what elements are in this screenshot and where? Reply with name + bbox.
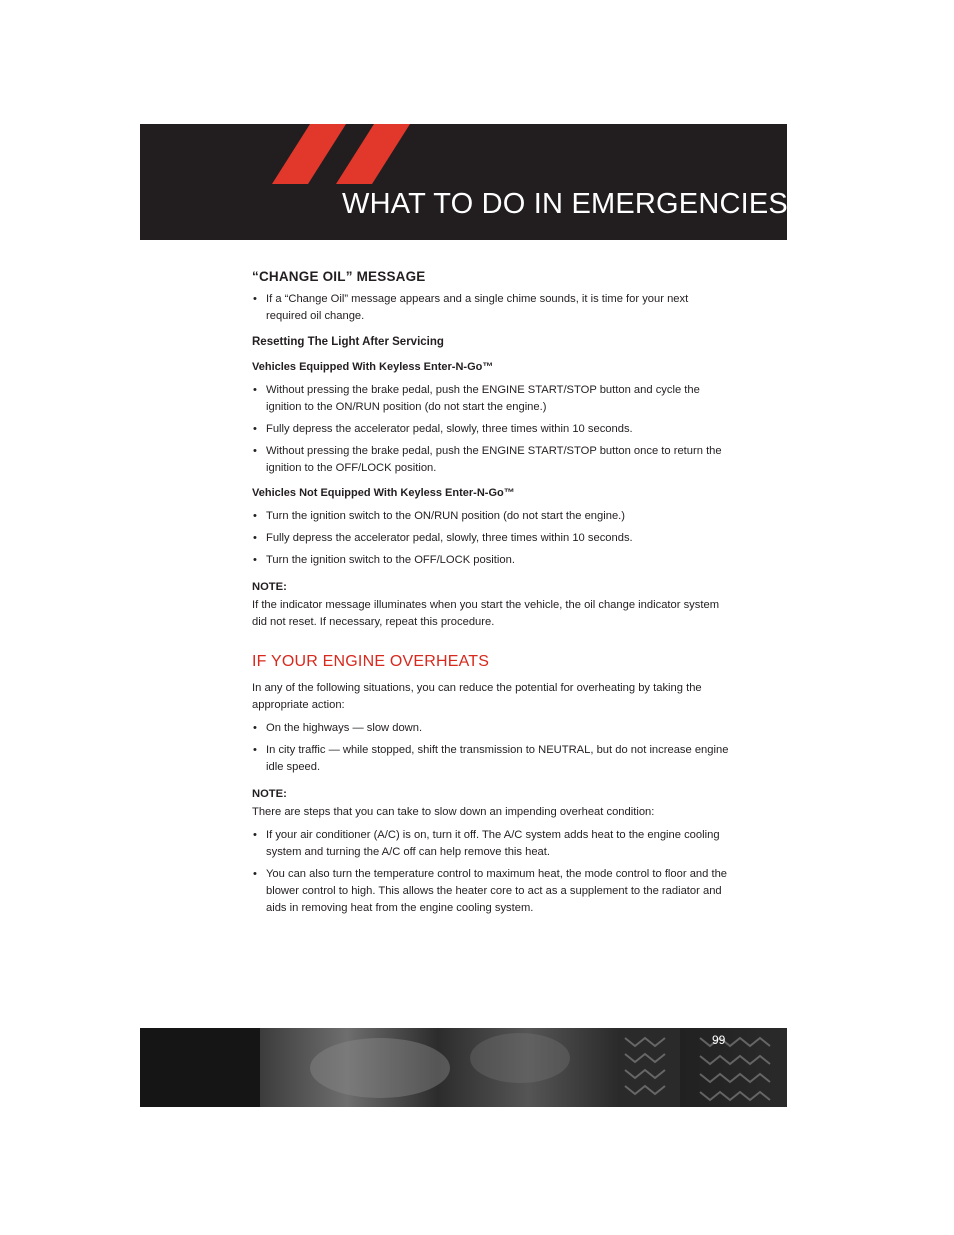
bullet-icon: • [253,384,257,396]
keyless-steps-list [252,382,730,477]
overheat-actions-list [252,720,730,776]
overheat-intro: In any of the following situations, you can reduce the potential for overheating by taking the appropriate action: [252,682,702,711]
note-label: NOTE: [252,581,287,593]
bullet-icon: • [253,445,257,457]
bullet-icon: • [253,722,257,734]
list-item: • Fully depress the accelerator pedal, slowly, three times within 10 seconds. [252,530,730,547]
list-item: • In city traffic — while stopped, shift the transmission to NEUTRAL, but do not increase engine idle speed. [253,744,729,773]
bullet-icon: • [253,423,257,435]
bullet-icon: • [253,510,257,522]
list-item: • If your air conditioner (A/C) is on, turn it off. The A/C system adds heat to the engine cooling system and turning the A/C off can help remove this heat. [253,829,720,858]
reset-heading: Resetting The Light After Servicing [252,336,444,348]
bullet-icon: • [253,829,257,841]
page-number: 99 [712,1033,726,1047]
keyless-heading: Vehicles Equipped With Keyless Enter-N-Go™ [252,361,494,373]
note-text: There are steps that you can take to slow down an impending overheat condition: [252,806,655,818]
list-item: • On the highways — slow down. [252,720,730,737]
header-band [140,124,787,240]
note-label: NOTE: [252,788,287,800]
list-item: • Turn the ignition switch to the ON/RUN position (do not start the engine.) [252,508,730,525]
nonkeyless-heading: Vehicles Not Equipped With Keyless Enter-N-Go™ [252,487,515,499]
list-item: • Without pressing the brake pedal, push the ENGINE START/STOP button once to return the ignition to the OFF/LOCK position. [253,445,722,474]
overheat-steps-list [252,827,730,917]
note-text: If the indicator message illuminates when you start the vehicle, the oil change indicator system did not reset. If necessary, repeat this procedure. [252,599,720,628]
bullet-icon: • [253,532,257,544]
bullet-icon: • [253,293,257,305]
bullet-icon: • [253,744,257,756]
bullet-icon: • [253,868,257,880]
change-oil-heading: “CHANGE OIL” MESSAGE [252,269,426,284]
nonkeyless-steps-list [252,508,730,569]
list-item: • If a “Change Oil” message appears and a single chime sounds, it is time for your next required oil change. [253,293,689,322]
list-item: • Turn the ignition switch to the OFF/LOCK position. [252,552,730,569]
brand-stripes-icon [140,124,787,240]
overheat-heading: IF YOUR ENGINE OVERHEATS [252,653,490,670]
change-oil-intro-list [252,291,730,325]
footer-photo-texture [140,1028,787,1107]
list-item: • Fully depress the accelerator pedal, slowly, three times within 10 seconds. [252,421,730,438]
page-title: WHAT TO DO IN EMERGENCIES [342,188,788,220]
list-item: • You can also turn the temperature control to maximum heat, the mode control to floor and the blower control to high. This allows the heater core to act as a supplement to the radiator and aids in removing heat from the engine cooling system. [253,868,728,914]
list-item: • Without pressing the brake pedal, push the ENGINE START/STOP button and cycle the ignition to the ON/RUN position (do not start the engine.) [253,384,700,413]
bullet-icon: • [253,554,257,566]
page-content [252,268,730,922]
footer-band [140,1028,787,1107]
